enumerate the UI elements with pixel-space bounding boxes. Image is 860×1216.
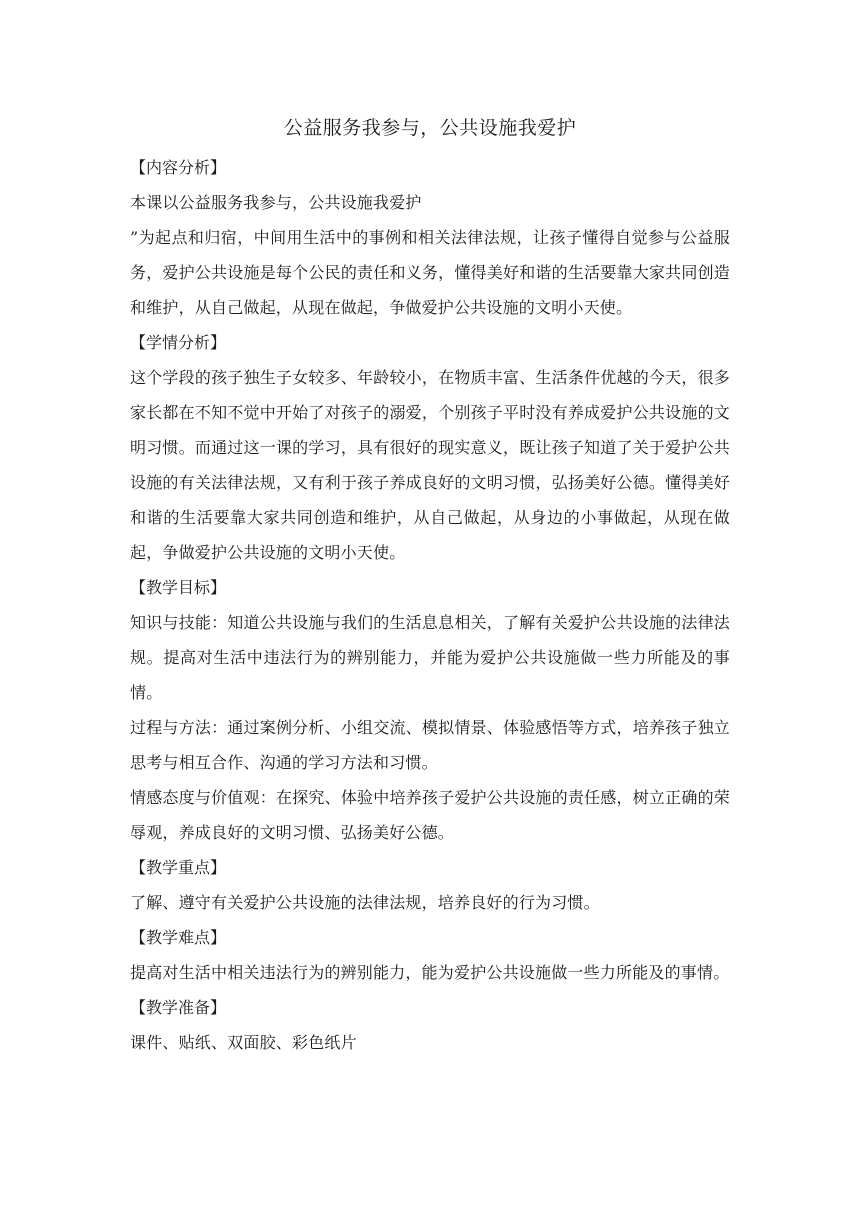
section-heading-key-points: 【教学重点】 — [130, 858, 227, 877]
section-heading-teaching-goals: 【教学目标】 — [130, 578, 227, 597]
document-body — [130, 110, 730, 1060]
paragraph: ”为起点和归宿，中间用生活中的事例和相关法律法规，让孩子懂得自觉参与公益服务，爱护公共设施是每个公民的责任和义务，懂得美好和谐的生活要靠大家共同创造和维护，从自己做起，从现在做起，争做爱护公共设施的文明小天使。 — [130, 228, 730, 317]
section-heading-learner-analysis: 【学情分析】 — [130, 333, 227, 352]
paragraph: 知识与技能：知道公共设施与我们的生活息息相关，了解有关爱护公共设施的法律法规。提高对生活中违法行为的辨别能力，并能为爱护公共设施做一些力所能及的事情。 — [130, 613, 730, 702]
paragraph: 这个学段的孩子独生子女较多、年龄较小，在物质丰富、生活条件优越的今天，很多家长都在不知不觉中开始了对孩子的溺爱，个别孩子平时没有养成爱护公共设施的文明习惯。而通过这一课的学习，具有很好的现实意义，既让孩子知道了关于爱护公共设施的有关法律法规，又有利于孩子养成良好的文明习惯，弘扬美好公德。懂得美好和谐的生活要靠大家共同创造和维护，从自己做起，从身边的小事做起，从现在做起，争做爱护公共设施的文明小天使。 — [130, 368, 730, 562]
document-title: 公益服务我参与，公共设施我爱护 — [283, 117, 577, 139]
paragraph: 课件、贴纸、双面胶、彩色纸片 — [130, 1033, 357, 1052]
section-heading-difficult-points: 【教学难点】 — [130, 928, 227, 947]
section-heading-preparation: 【教学准备】 — [130, 998, 227, 1017]
paragraph: 了解、遵守有关爱护公共设施的法律法规，培养良好的行为习惯。 — [130, 893, 600, 912]
paragraph: 情感态度与价值观：在探究、体验中培养孩子爱护公共设施的责任感，树立正确的荣辱观，养成良好的文明习惯、弘扬美好公德。 — [130, 788, 730, 842]
section-heading-content-analysis: 【内容分析】 — [130, 158, 227, 177]
paragraph: 过程与方法：通过案例分析、小组交流、模拟情景、体验感悟等方式，培养孩子独立思考与相互合作、沟通的学习方法和习惯。 — [130, 718, 730, 772]
paragraph: 本课以公益服务我参与，公共设施我爱护 — [130, 193, 422, 212]
paragraph: 提高对生活中相关违法行为的辨别能力，能为爱护公共设施做一些力所能及的事情。 — [130, 963, 730, 982]
